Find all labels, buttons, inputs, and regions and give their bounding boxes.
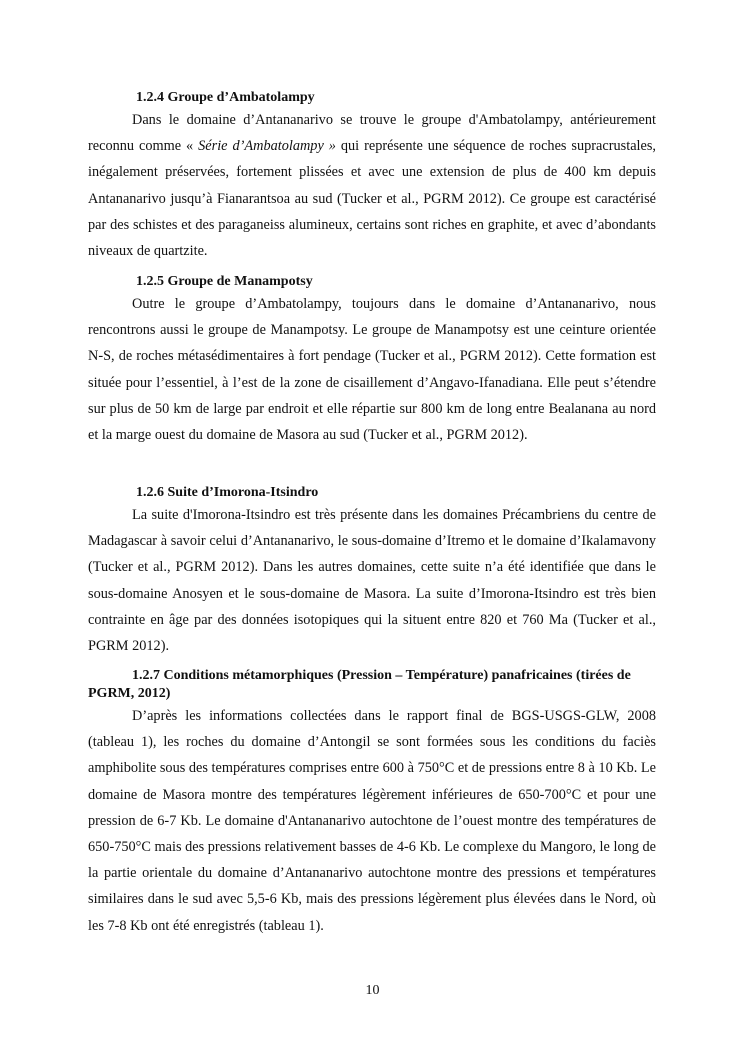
section-heading: 1.2.6 Suite d’Imorona-Itsindro (136, 485, 319, 500)
section-conditions-metamorphiques (88, 667, 656, 939)
page-number: 10 (365, 983, 380, 998)
paragraph-text-start: Dans le domaine d’Antananarivo se trouve le groupe d'Ambatolampy, antérieurement reconnu comme « (88, 112, 656, 155)
section-heading: 1.2.7 Conditions métamorphiques (Pression – Température) panafricaines (tirées de PGRM, 2012) (88, 668, 631, 701)
section-paragraph: Outre le groupe d’Ambatolampy, toujours dans le domaine d’Antananarivo, nous rencontrons aussi le groupe de Manampotsy. Le groupe de Manampotsy est une ceinture orientée N-S, de roches métasédimentaires à fort pendage (Tucker et al., PGRM 2012). Cette formation est située pour l’essentiel, à l’est de la zone de cisaillement d’Angavo-Ifanadiana. Elle peut s’étendre sur plus de 50 km de large par endroit et elle répartie sur 800 km de long entre Bealanana au nord et la marge ouest du domaine de Masora au sud (Tucker et al., PGRM 2012). (88, 296, 656, 444)
section-paragraph (88, 107, 656, 264)
paragraph-italic-text: Série d’Ambatolampy » (198, 138, 336, 155)
section-paragraph: D’après les informations collectées dans le rapport final de BGS-USGS-GLW, 2008 (tableau 1), les roches du domaine d’Antongil se sont formées sous les conditions du faciès amphibolite sous des températures comprises entre 600 à 750°C et de pressions entre 8 à 10 Kb. Le domaine de Masora montre des températures légèrement inférieures de 650-700°C et pour une pression de 6-7 Kb. Le domaine d'Antananarivo autochtone de l’ouest montre des températures de 650-750°C mais des pressions relativement basses de 4-6 Kb. Le complexe du Mangoro, le long de la partie orientale du domaine d’Antananarivo autochtone montre des pressions et températures similaires dans le sud avec 5,5-6 Kb, mais des pressions légèrement plus élevées dans le Nord, où les 7-8 Kb ont été enregistrés (tableau 1). (88, 708, 656, 934)
section-paragraph: La suite d'Imorona-Itsindro est très présente dans les domaines Précambriens du centre de Madagascar à savoir celui d’Antananarivo, le sous-domaine d’Itremo et le domaine d’Ikalamavony (Tucker et al., PGRM 2012). Dans les autres domaines, cette suite n’a été identifiée que dans le sous-domaine Anosyen et le sous-domaine de Masora. La suite d’Imorona-Itsindro est très bien contrainte en âge par des données isotopiques qui la situent entre 820 et 760 Ma (Tucker et al., PGRM 2012). (88, 507, 656, 655)
section-groupe-manampotsy (88, 273, 656, 448)
section-heading: 1.2.4 Groupe d’Ambatolampy (136, 90, 315, 105)
section-groupe-ambatolampy (88, 89, 656, 264)
section-suite-imorona-itsindro (88, 484, 656, 659)
paragraph-text-end: qui représente une séquence de roches supracrustales, inégalement préservées, fortement plissées et avec une extension de plus de 400 km depuis Antananarivo jusqu’à Fianarantsoa au sud (Tucker et al., PGRM 2012). Ce groupe est caractérisé par des schistes et des paraganeiss alumineux, certains sont riches en graphite, et avec d’abondants niveaux de quartzite. (88, 138, 656, 260)
section-heading: 1.2.5 Groupe de Manampotsy (136, 274, 313, 289)
